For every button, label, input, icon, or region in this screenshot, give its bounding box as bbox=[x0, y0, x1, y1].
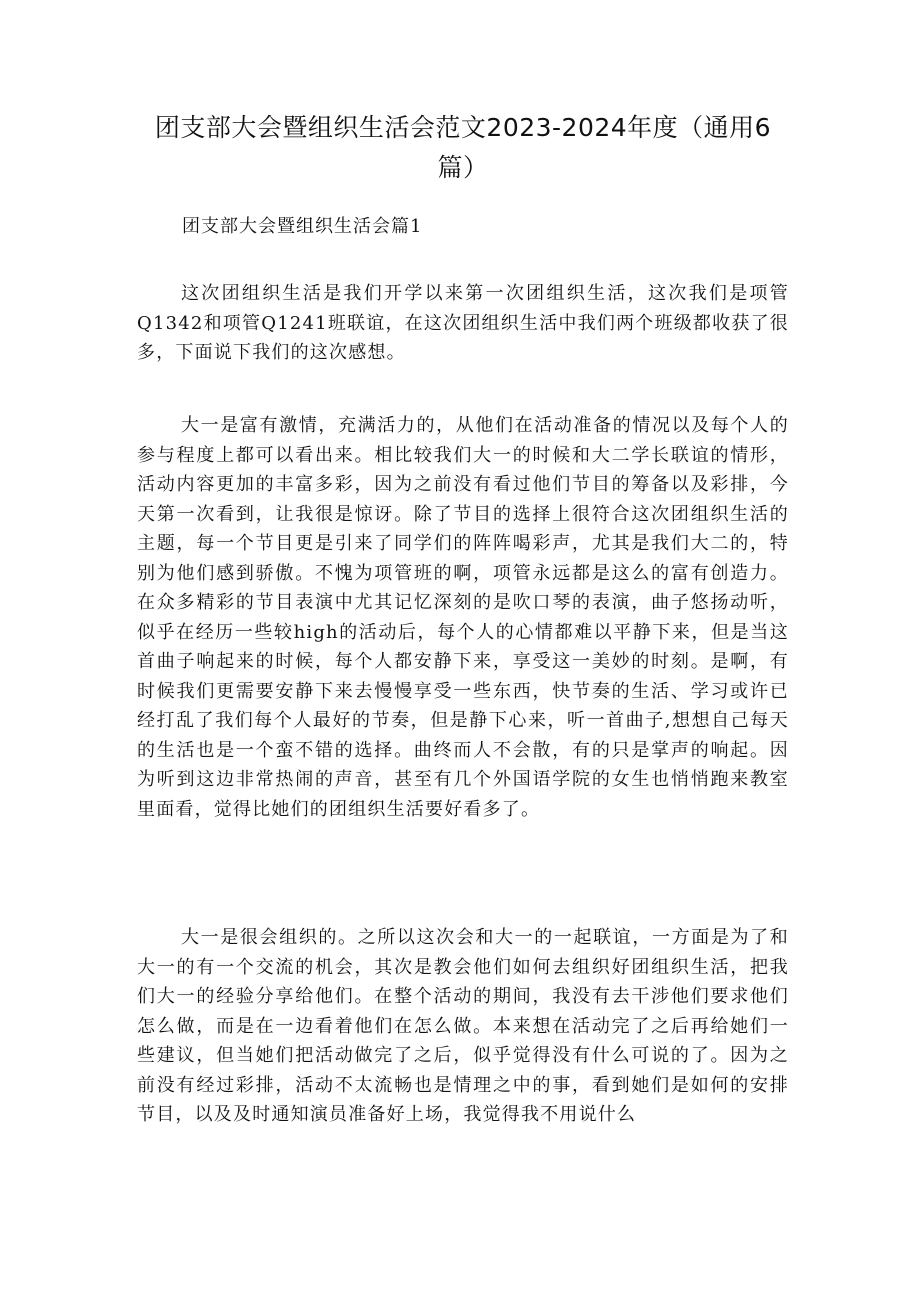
paragraph-3: 大一是很会组织的。之所以这次会和大一的一起联谊，一方面是为了和大一的有一个交流的机会，其次是教会他们如何去组织好团组织生活，把我们大一的经验分享给他们。在整个活动的期间，我没有去干涉他们要求他们怎么做，而是在一边看着他们在怎么做。本来想在活动完了之后再给她们一些建议，但当她们把活动做完了之后，似乎觉得没有什么可说的了。因为之前没有经过彩排，活动不太流畅也是情理之中的事，看到她们是如何的安排节目，以及及时通知演员准备好上场，我觉得我不用说什么 bbox=[137, 927, 789, 1125]
section-heading: 团支部大会暨组织生活会篇1 bbox=[182, 216, 423, 237]
paragraph-2: 大一是富有激情，充满活力的，从他们在活动准备的情况以及每个人的参与程度上都可以看出来。相比较我们大一的时候和大二学长联谊的情形，活动内容更加的丰富多彩，因为之前没有看过他们节目的筹备以及彩排，今天第一次看到，让我很是惊讶。除了节目的选择上很符合这次团组织生活的主题，每一个节目更是引来了同学们的阵阵喝彩声，尤其是我们大二的，特别为他们感到骄傲。不愧为项管班的啊，项管永远都是这么的富有创造力。在众多精彩的节目表演中尤其记忆深刻的是吹口琴的表演，曲子悠扬动听，似乎在经历一些较high的活动后，每个人的心情都难以平静下来，但是当这首曲子响起来的时候，每个人都安静下来，享受这一美妙的时刻。是啊，有时候我们更需要安静下来去慢慢享受一些东西，快节奏的生活、学习或许已经打乱了我们每个人最好的节奏，但是静下心来，听一首曲子,想想自己每天的生活也是一个蛮不错的选择。曲终而人不会散，有的只是掌声的响起。因为听到这边非常热闹的声音，甚至有几个外国语学院的女生也悄悄跑来教室里面看，觉得比她们的团组织生活要好看多了。 bbox=[137, 415, 789, 820]
document-title: 团支部大会暨组织生活会范文2023-2024年度（通用6篇） bbox=[154, 113, 772, 182]
paragraph-1: 这次团组织生活是我们开学以来第一次团组织生活，这次我们是项管Q1342和项管Q1241班联谊，在这次团组织生活中我们两个班级都收获了很多，下面说下我们的这次感想。 bbox=[137, 283, 789, 363]
